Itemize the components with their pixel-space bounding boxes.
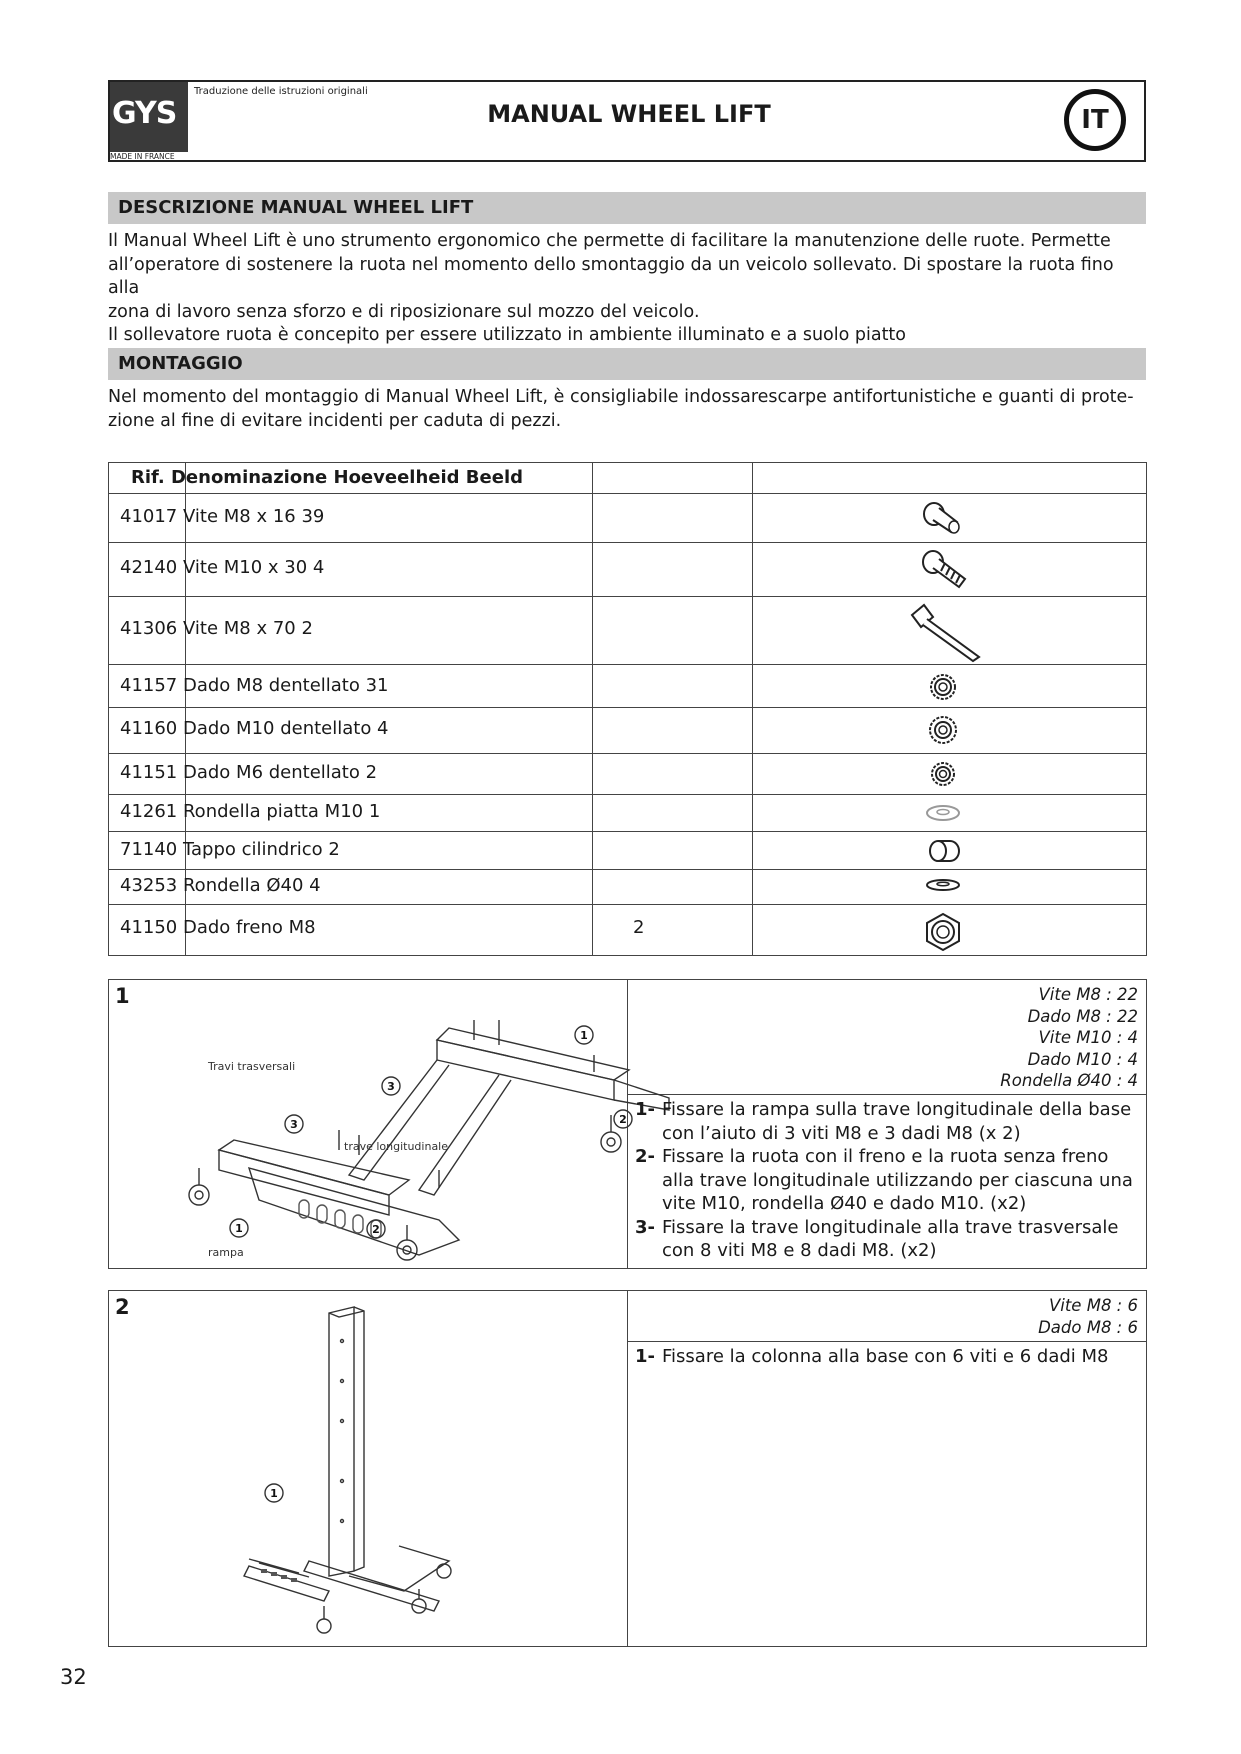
flat-washer-icon bbox=[925, 803, 961, 823]
svg-text:1: 1 bbox=[270, 1487, 278, 1500]
count-line: Vite M8 : 22 bbox=[1038, 985, 1138, 1004]
svg-text:3: 3 bbox=[387, 1080, 395, 1093]
text-line: zona di lavoro senza sforzo e di riposizionare sul mozzo del veicolo. bbox=[108, 301, 700, 322]
step-number: 2 bbox=[115, 1295, 130, 1319]
screw-threaded-icon bbox=[921, 549, 971, 593]
count-line: Dado M8 : 22 bbox=[1027, 1006, 1138, 1026]
svg-text:2: 2 bbox=[619, 1113, 627, 1126]
svg-text:1: 1 bbox=[235, 1222, 243, 1235]
list-item: 1- Fissare la rampa sulla trave longitudinale della base con l’aiuto di 3 viti M8 e 3 dadi M8 (x 2) bbox=[635, 1099, 1132, 1144]
list-item: 2- Fissare la ruota con il freno e la ruota senza freno alla trave longitudinale utilizzando per ciascuna una vite M10, rondella Ø40 e dado M10. (x2) bbox=[635, 1146, 1133, 1214]
page-title: MANUAL WHEEL LIFT bbox=[487, 100, 771, 128]
svg-text:3: 3 bbox=[290, 1118, 298, 1131]
serrated-nut-icon bbox=[928, 714, 958, 746]
table-row: 42140 Vite M10 x 30 4 bbox=[120, 557, 325, 578]
step-2-counts bbox=[1038, 1295, 1138, 1338]
qty-cell: 2 bbox=[633, 917, 645, 938]
count-line: Vite M8 : 6 bbox=[1048, 1296, 1138, 1315]
table-row: 71140 Tappo cilindrico 2 bbox=[120, 839, 340, 860]
list-item: 3- Fissare la trave longitudinale alla trave trasversale con 8 viti M8 e 8 dadi M8. (x2) bbox=[635, 1216, 1119, 1261]
cylinder-cap-icon bbox=[926, 837, 960, 865]
description-heading: DESCRIZIONE MANUAL WHEEL LIFT bbox=[108, 192, 1146, 224]
table-row: 41160 Dado M10 dentellato 4 bbox=[120, 718, 389, 739]
table-row: 41261 Rondella piatta M10 1 bbox=[120, 801, 381, 822]
list-item: 1- Fissare la colonna alla base con 6 viti e 6 dadi M8 bbox=[635, 1346, 1109, 1367]
table-row: 43253 Rondella Ø40 4 bbox=[120, 875, 321, 896]
screw-long-icon bbox=[909, 601, 989, 663]
step-1-counts bbox=[1000, 984, 1138, 1092]
assembly-text bbox=[108, 386, 1148, 433]
ramp-label: rampa bbox=[208, 1246, 244, 1259]
step-2-instructions bbox=[635, 1345, 1140, 1369]
text-line: zione al fine di evitare incidenti per caduta di pezzi. bbox=[108, 410, 562, 431]
assembly-heading: MONTAGGIO bbox=[108, 348, 1146, 380]
washer-icon bbox=[925, 877, 961, 893]
svg-text:1: 1 bbox=[580, 1029, 588, 1042]
serrated-nut-icon bbox=[928, 672, 958, 702]
long-beam-label: trave longitudinale bbox=[344, 1140, 449, 1153]
cross-beams-label: Travi trasversali bbox=[208, 1060, 296, 1073]
count-line: Vite M10 : 4 bbox=[1038, 1028, 1138, 1047]
count-line: Dado M10 : 4 bbox=[1027, 1049, 1138, 1069]
table-row: 41150 Dado freno M8 bbox=[120, 917, 316, 938]
text-line: Nel momento del montaggio di Manual Wheel Lift, è consigliabile indossarescarpe antifortunistiche e guanti di prote- bbox=[108, 387, 1134, 407]
text-line: Il sollevatore ruota è concepito per essere utilizzato in ambiente illuminato e a suolo piatto bbox=[108, 325, 907, 345]
step-number: 1 bbox=[115, 984, 130, 1008]
table-header: Rif. Denominazione Hoeveelheid Beeld bbox=[131, 467, 523, 488]
translation-note: Traduzione delle istruzioni originali bbox=[194, 86, 368, 97]
column-assembly-illustration bbox=[239, 1301, 599, 1641]
text-line: all’operatore di sostenere la ruota nel momento dello smontaggio da un veicolo sollevato. Di spostare la ruota fino alla bbox=[108, 254, 1114, 298]
description-text bbox=[108, 230, 1148, 348]
logo-text: GYS bbox=[112, 96, 177, 131]
svg-text:2: 2 bbox=[372, 1223, 380, 1236]
serrated-nut-icon bbox=[930, 760, 956, 788]
count-line: Rondella Ø40 : 4 bbox=[1000, 1071, 1138, 1090]
made-in-label: MADE IN FRANCE bbox=[110, 152, 175, 161]
table-row: 41157 Dado M8 dentellato 31 bbox=[120, 675, 389, 696]
step-1-box bbox=[108, 979, 1147, 1269]
page-number: 32 bbox=[60, 1665, 87, 1689]
document-header bbox=[108, 80, 1146, 162]
table-row: 41151 Dado M6 dentellato 2 bbox=[120, 762, 378, 783]
language-badge: IT bbox=[1064, 89, 1126, 151]
table-row: 41306 Vite M8 x 70 2 bbox=[120, 618, 313, 639]
table-row: 41017 Vite M8 x 16 39 bbox=[120, 506, 325, 527]
step-1-instructions bbox=[635, 1098, 1140, 1263]
lock-nut-icon bbox=[924, 912, 962, 952]
parts-table bbox=[108, 462, 1147, 956]
step-2-box bbox=[108, 1290, 1147, 1647]
screw-short-icon bbox=[921, 500, 965, 540]
text-line: Il Manual Wheel Lift è uno strumento ergonomico che permette di facilitare la manutenzione delle ruote. Permette bbox=[108, 231, 1111, 251]
count-line: Dado M8 : 6 bbox=[1038, 1317, 1138, 1337]
